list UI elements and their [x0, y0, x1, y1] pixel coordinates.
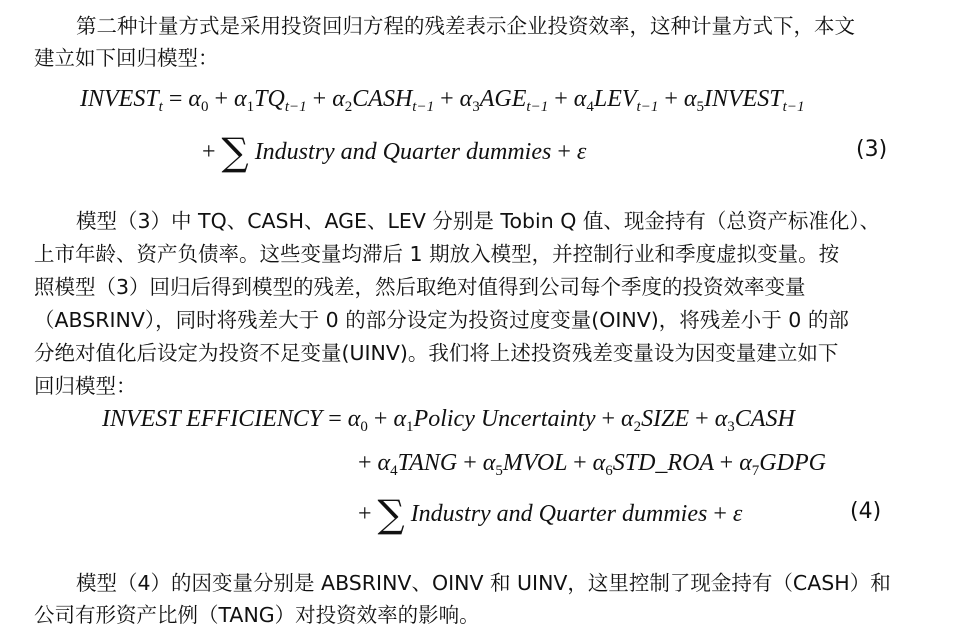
summation-symbol: ∑ — [221, 130, 249, 174]
paragraph-3-line-1: 模型（4）的因变量分别是 ABSRINV、OINV 和 UINV，这里控制了现金持有（CASH）和 — [76, 571, 891, 595]
equation-3-line-2: + ∑ Industry and Quarter dummies + ε — [202, 130, 587, 174]
paragraph-1-line-1: 第二种计量方式是采用投资回归方程的残差表示企业投资效率，这种计量方式下，本文 — [76, 14, 855, 38]
equation-4-line-1: INVEST EFFICIENCY = $\alpha_0$ + $\alpha_1Policy$ Uncertainty + $\alpha_2SIZE$ + $\alpha_3CASH$ — [102, 406, 795, 435]
equation-4-line-2: + $\alpha_4TANG$ + $\alpha_5MVOL$ + $\alpha_6STD\_ROA$ + $\alpha_7GDPG$ — [358, 450, 826, 479]
paragraph-1-line-2: 建立如下回归模型： — [34, 46, 219, 70]
summation-symbol: ∑ — [377, 492, 405, 536]
equation-3-line-1: $INVEST_t = \alpha_0 + \alpha_1TQ_{t-1}$ + $\alpha_2CASH_{t-1} + \alpha_3AGE_{t-1} + \alpha_4LEV_{t-1}$ + $\alpha_5INVEST_{t-1}$ — [80, 86, 805, 115]
equation-4-number: (4) — [850, 499, 882, 524]
paragraph-2-line-5: 分绝对值化后设定为投资不足变量(UINV)。我们将上述投资残差变量设为因变量建立如下 — [34, 341, 839, 365]
paragraph-3-line-2: 公司有形资产比例（TANG）对投资效率的影响。 — [34, 603, 480, 627]
paragraph-2-line-4: （ABSRINV），同时将残差大于 0 的部分设定为投资过度变量(OINV)，将残差小于 0 的部 — [34, 308, 849, 332]
paragraph-2-line-6: 回归模型： — [34, 374, 137, 398]
paragraph-2-line-1: 模型（3）中 TQ、CASH、AGE、LEV 分别是 Tobin Q 值、现金持有（总资产标准化）、 — [76, 209, 881, 233]
equation-3-number: (3) — [856, 137, 888, 162]
equation-4-line-3: + ∑ Industry and Quarter dummies + ε — [358, 492, 743, 536]
paragraph-2-line-3: 照模型（3）回归后得到模型的残差，然后取绝对值得到公司每个季度的投资效率变量 — [34, 275, 806, 299]
paragraph-2-line-2: 上市年龄、资产负债率。这些变量均滞后 1 期放入模型，并控制行业和季度虚拟变量。按 — [34, 242, 840, 266]
